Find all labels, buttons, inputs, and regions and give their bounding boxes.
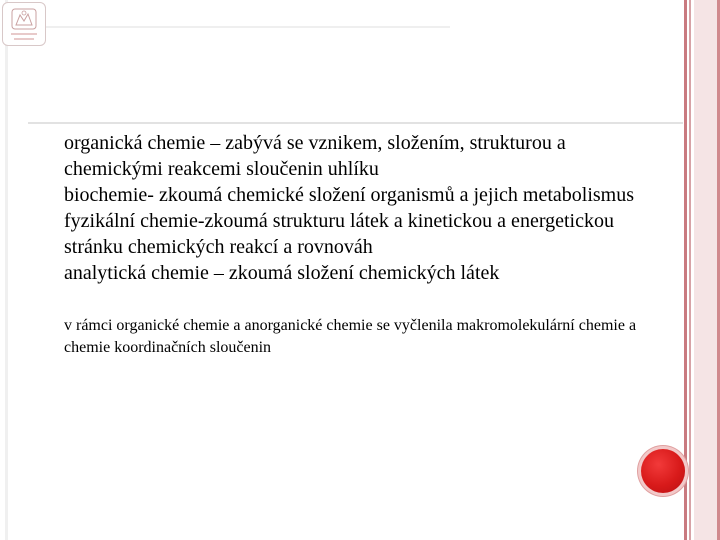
list-item-text: v rámci organické chemie a anorganické chemie se vyčlenila makromolekulární chemie a chemie koordinačních sloučenin	[64, 317, 637, 356]
institution-logo	[2, 2, 46, 46]
list-item	[38, 182, 638, 208]
list-item	[38, 208, 638, 260]
title-divider	[28, 122, 683, 124]
list-item-text: fyzikální chemie-zkoumá strukturu látek a kinetickou a energetickou stránku chemických reakcí a rovnováh	[64, 210, 614, 258]
left-border-rule	[5, 0, 8, 540]
list-item	[38, 260, 638, 286]
list-item-text: organická chemie – zabývá se vznikem, složením, strukturou a chemickými reakcemi sloučenin uhlíku	[64, 132, 566, 180]
list-item	[38, 130, 638, 182]
bullet-list	[38, 130, 638, 359]
list-item-text: biochemie- zkoumá chemické složení organismů a jejich metabolismus	[64, 184, 635, 206]
list-item	[38, 315, 638, 359]
list-item-text: analytická chemie – zkoumá složení chemických látek	[64, 262, 500, 284]
red-circle-ornament	[641, 449, 685, 493]
right-decorative-stripes	[684, 0, 720, 540]
top-divider	[40, 26, 450, 28]
